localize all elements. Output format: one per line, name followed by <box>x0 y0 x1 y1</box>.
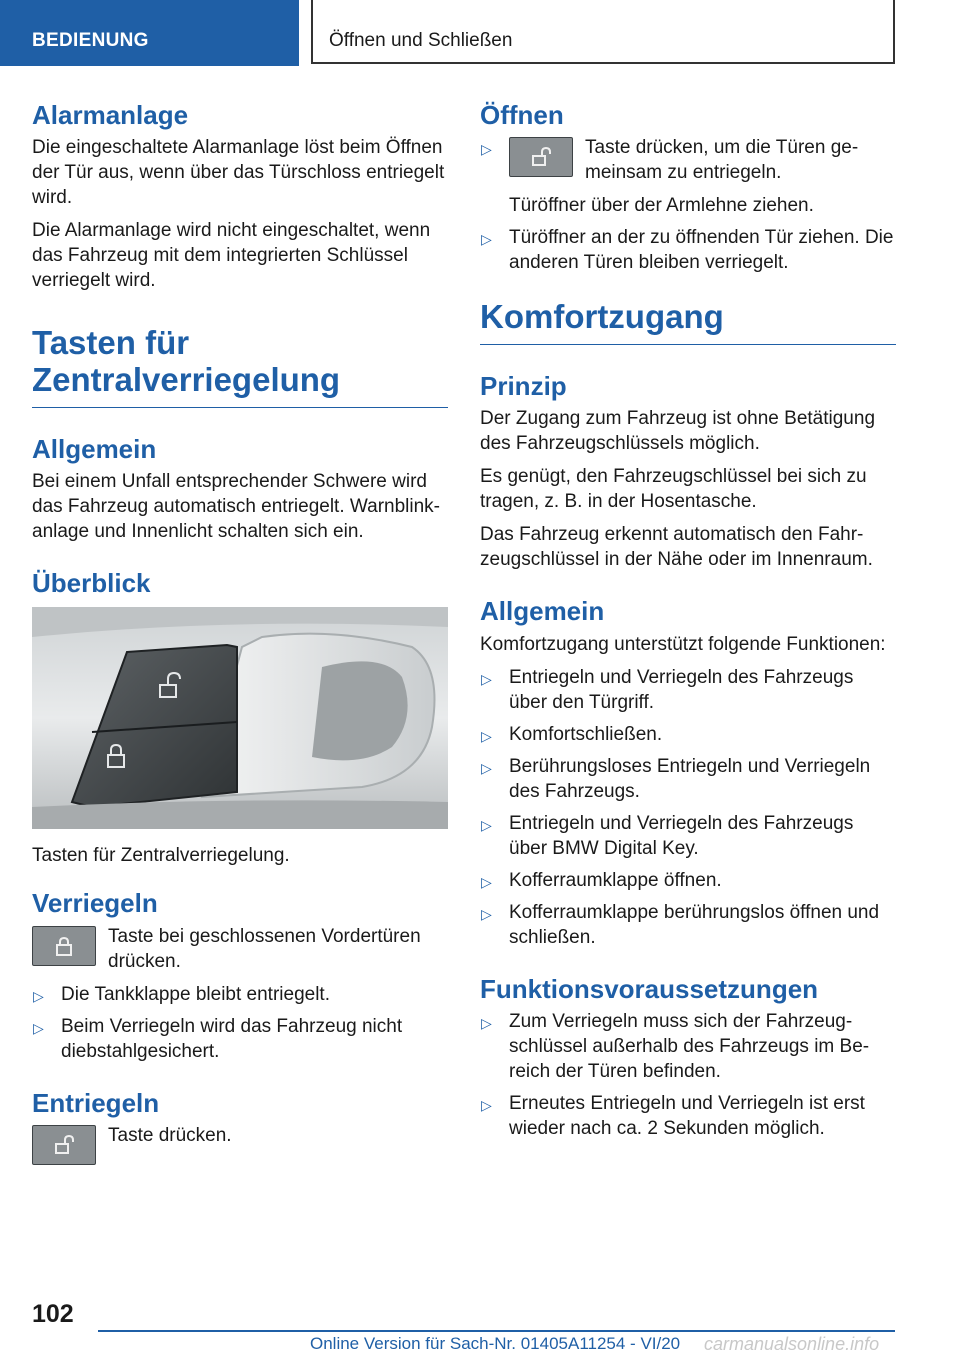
prinzip-paragraph-1: Der Zugang zum Fahrzeug ist ohne Betätigung des Fahrzeugschlüssels möglich. <box>480 408 876 455</box>
left-column <box>32 100 448 1173</box>
footer-divider <box>98 1330 895 1332</box>
footer-online-version: Online Version für Sach-Nr. 01405A11254 - VI/20 <box>310 1334 681 1353</box>
section-tab <box>0 0 299 66</box>
prinzip-paragraph-3: Das Fahrzeug erkennt automatisch den Fahrzeugschlüssel in der Nähe oder im Innenraum. <box>480 524 873 571</box>
triangle-right-icon: ▷ <box>481 759 492 776</box>
list-item: ▷ Beim Verriegeln wird das Fahrzeug nicht diebstahlgesichert. <box>33 1015 403 1062</box>
page-number: 102 <box>32 1300 74 1328</box>
list-item: ▷ Kofferraumklappe berührungslos öffnen und schließen. <box>481 901 880 948</box>
list-item: ▷ Entriegeln und Verriegeln des Fahrzeugs über BMW Digital Key. <box>481 812 854 859</box>
right-column <box>480 100 896 1149</box>
lock-closed-icon <box>53 935 75 957</box>
list-item: ▷ Entriegeln und Verriegeln des Fahrzeugs über den Türgriff. <box>481 666 854 713</box>
triangle-right-icon: ▷ <box>481 905 492 922</box>
triangle-right-icon: ▷ <box>481 231 492 248</box>
allgemein-paragraph: Bei einem Unfall entsprechender Schwere wird das Fahrzeug automatisch entriegelt. Warnblinkanlage und Innenlicht schalten sich ein. <box>32 471 440 543</box>
oeffnen-key-text: Taste drücken, um die Türen gemeinsam zu entriegeln. <box>585 137 859 184</box>
heading-prinzip: Prinzip <box>480 371 567 402</box>
list-item <box>480 135 896 218</box>
triangle-right-icon: ▷ <box>33 1019 44 1036</box>
triangle-right-icon: ▷ <box>481 873 492 890</box>
chapter-tab <box>311 0 895 64</box>
triangle-right-icon: ▷ <box>481 816 492 833</box>
verriegeln-list <box>32 982 448 1064</box>
oeffnen-list <box>480 135 896 275</box>
list-item: ▷ Komfortschließen. <box>480 722 896 747</box>
heading-ueberblick: Überblick <box>32 568 151 599</box>
triangle-right-icon: ▷ <box>481 1014 492 1031</box>
lock-key-button <box>32 926 96 966</box>
lock-key-row <box>32 924 448 974</box>
list-item: ▷ Türöffner an der zu öffnenden Tür ziehen. Die anderen Türen bleiben verriegelt. <box>481 227 894 274</box>
komfort-functions-list <box>480 665 896 950</box>
alarm-paragraph-2: Die Alarmanlage wird nicht eingeschaltet, wenn das Fahrzeug mit dem integrierten Schlüssel verriegelt wird. <box>32 220 431 292</box>
triangle-right-icon: ▷ <box>33 987 44 1004</box>
photo-caption: Tasten für Zentralverriegelung. <box>32 845 290 867</box>
triangle-right-icon: ▷ <box>481 670 492 687</box>
lock-open-icon <box>530 146 552 168</box>
heading-oeffnen: Öffnen <box>480 100 564 130</box>
unlock-key-button-right <box>509 137 573 177</box>
oeffnen-follow-text: Türöffner über der Armlehne ziehen. <box>509 195 814 217</box>
watermark: carmanualsonline.info <box>704 1334 880 1354</box>
lock-open-icon <box>53 1134 75 1156</box>
list-item: ▷ Erneutes Entriegeln und Verriegeln ist erst wieder nach ca. 2 Sekunden möglich. <box>481 1092 865 1139</box>
list-item: ▷ Die Tankklappe bleibt entriegelt. <box>32 982 448 1007</box>
allgemein-right-paragraph: Komfortzugang unterstützt folgende Funktionen: <box>480 633 886 655</box>
triangle-right-icon: ▷ <box>481 141 492 158</box>
triangle-right-icon: ▷ <box>481 1096 492 1113</box>
funktion-list <box>480 1009 896 1141</box>
lock-key-text: Taste bei geschlossenen Vordertüren drücken. <box>108 925 421 972</box>
heading-tasten-zentralverriegelung: Tasten für Zentralverriegelung <box>32 325 448 408</box>
list-item: ▷ Berührungsloses Entriegeln und Verriegeln des Fahrzeugs. <box>481 755 871 802</box>
unlock-key-row-right <box>509 135 896 185</box>
heading-entriegeln: Entriegeln <box>32 1087 160 1118</box>
heading-komfortzugang: Komfortzugang <box>480 299 896 345</box>
heading-verriegeln: Verriegeln <box>32 888 158 919</box>
heading-alarmanlage: Alarmanlage <box>32 100 189 130</box>
list-item: ▷ Zum Verriegeln muss sich der Fahrzeugschlüssel außerhalb des Fahrzeugs im Bereich der Türen befinden. <box>481 1010 870 1082</box>
unlock-key-text: Taste drücken. <box>108 1124 232 1146</box>
door-handle-photo <box>32 607 448 829</box>
list-item: ▷ Kofferraumklappe öffnen. <box>480 868 896 893</box>
alarm-paragraph-1: Die eingeschaltete Alarmanlage löst beim Öffnen der Tür aus, wenn über das Türschloss entriegelt wird. <box>32 137 445 209</box>
prinzip-paragraph-2: Es genügt, den Fahrzeugschlüssel bei sich zu tragen, z. B. in der Hosentasche. <box>480 466 867 513</box>
unlock-key-row <box>32 1123 448 1165</box>
heading-funktionsvoraussetzungen: Funktionsvoraussetzungen <box>480 973 819 1004</box>
heading-allgemein-left: Allgemein <box>32 434 157 465</box>
heading-allgemein-right: Allgemein <box>480 596 605 627</box>
section-label: BEDIENUNG <box>32 30 149 51</box>
chapter-label: Öffnen und Schließen <box>329 30 513 51</box>
unlock-key-button <box>32 1125 96 1165</box>
triangle-right-icon: ▷ <box>481 727 492 744</box>
